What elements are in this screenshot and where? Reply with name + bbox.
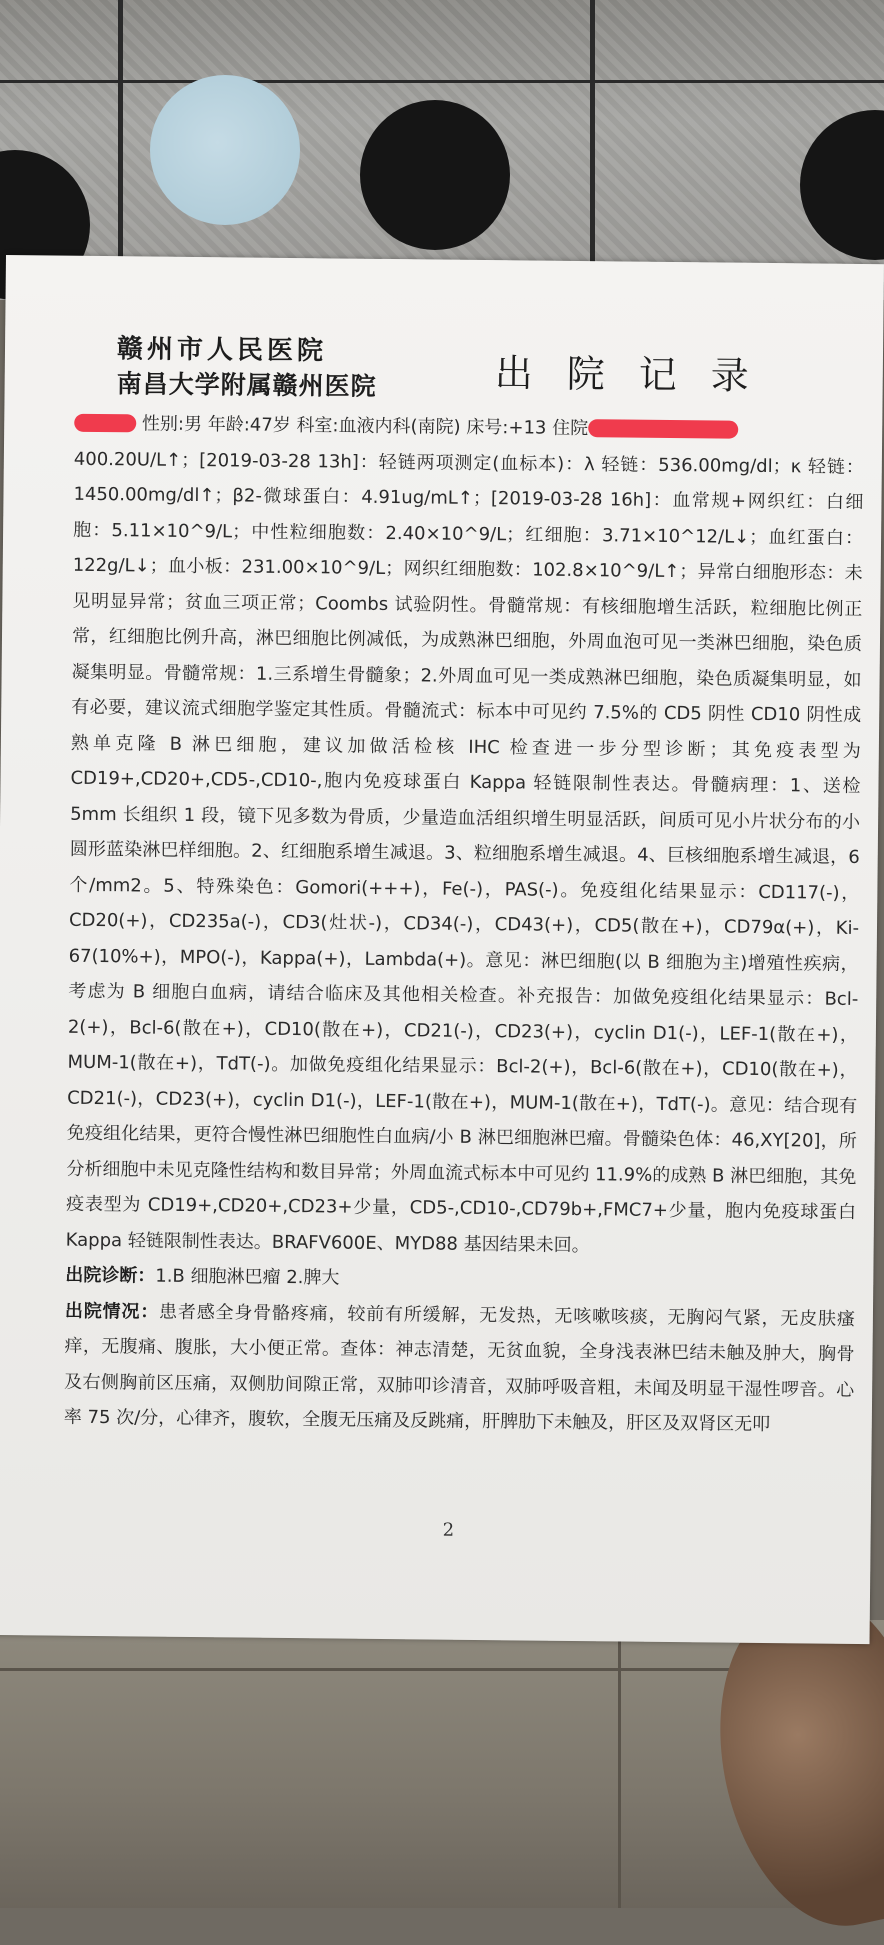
tile-line — [0, 80, 884, 83]
tile-line — [590, 0, 595, 270]
record-body — [64, 406, 865, 1444]
bed-label: 床号: — [466, 416, 509, 439]
hospital-affiliation: 南昌大学附属赣州医院 — [116, 369, 377, 401]
sex-label: 性别: — [141, 413, 185, 435]
hospital-name: 赣州市人民医院 — [116, 334, 328, 367]
page-number: 2 — [442, 1519, 455, 1541]
discharge-condition — [64, 1293, 855, 1443]
blue-circle — [150, 75, 300, 225]
bed-value: +13 — [508, 417, 547, 439]
age-value: 47岁 — [249, 414, 291, 436]
discharge-label: 出院情况： — [64, 1300, 160, 1323]
dept-label: 科室: — [296, 415, 339, 437]
age-label: 年龄: — [207, 414, 250, 436]
record-title: 出院记录 — [494, 351, 784, 399]
discharge-record-page — [0, 255, 884, 1644]
dept-value: 血液内科(南院) — [338, 415, 461, 438]
lab-results-paragraph: 400.20U/L↑；[2019-03-28 13h]：轻链两项测定(血标本)：λ 轻链：536.00mg/dl；κ 轻链：1450.00mg/dl↑；β2-微球蛋白：4.91ug/mL↑；[2019-03-28 16h]：血常规+网织红：白细胞：5.11×10^9/L；中性粒细胞数：2.40×10^9/L；红细胞：3.71×10^12/L↓；血红蛋白：122g/L↓；血小板：231.00×10^9/L；网织红细胞数：102.8×10^9/L↑；异常白细胞形态：未见明显异常；贫血三项正常；Coombs 试验阴性。骨髓常规：有核细胞增生活跃，粒细胞比例正常，红细胞比例升高，淋巴细胞比例减低，为成熟淋巴细胞，外周血泡可见一类淋巴细胞，染色质凝集明显。骨髓常规：1.三系增生骨髓象；2.外周血可见一类成熟淋巴细胞，染色质凝集明显，如有必要，建议流式细胞学鉴定其性质。骨髓流式：标本中可见约 7.5%的 CD5 阴性 CD10 阴性成熟单克隆 B 淋巴细胞，建议加做活检核 IHC 检查进一步分型诊断；其免疫表型为 CD19+,CD20+,CD5-,CD10-,胞内免疫球蛋白 Kappa 轻链限制性表达。骨髓病理：1、送检 5mm 长组织 1 段，镜下见多数为骨质，少量造血活组织增生明显活跃，间质可见小片状分布的小圆形蓝染淋巴样细胞。2、红细胞系增生减退。3、粒细胞系增生减退。4、巨核细胞系增生减退，6 个/mm2。5、特殊染色：Gomori(+++)，Fe(-)，PAS(-)。免疫组化结果显示：CD117(-)，CD20(+)，CD235a(-)，CD3(灶状-)，CD34(-)，CD43(+)，CD5(散在+)，CD79α(+)，Ki-67(10%+)，MPO(-)，Kappa(+)，Lambda(+)。意见：淋巴细胞(以 B 细胞为主)增殖性疾病，考虑为 B 细胞白血病，请结合临床及其他相关检查。补充报告：加做免疫组化结果显示：Bcl-2(+)，Bcl-6(散在+)，CD10(散在+)，CD21(-)，CD23(+)，cyclin D1(-)，LEF-1(散在+)，MUM-1(散在+)，TdT(-)。加做免疫组化结果显示：Bcl-2(+)，Bcl-6(散在+)，CD10(散在+)，CD21(-)，CD23(+)，cyclin D1(-)，LEF-1(散在+)，MUM-1(散在+)，TdT(-)。意见：结合现有免疫组化结果，更符合慢性淋巴细胞性白血病/小 B 淋巴细胞淋巴瘤。骨髓染色体：46,XY[20]，所分析细胞中未见克隆性结构和数目异常；外周血流式标本中可见约 11.9%的成熟 B 淋巴细胞，其免疫表型为 CD19+,CD20+,CD23+少量，CD5-,CD10-,CD79b+,FMC7+少量，胞内免疫球蛋白 Kappa 轻链限制性表达。BRAFV600E、MYD88 基因结果未回。 — [65, 448, 864, 1256]
admission-label: 住院 — [552, 417, 589, 440]
redacted-name — [74, 414, 136, 433]
black-circle — [360, 100, 510, 250]
tile-line — [618, 1630, 621, 1908]
discharge-text: 患者感全身骨骼疼痛，较前有所缓解，无发热，无咳嗽咳痰，无胸闷气紧，无皮肤瘙痒，无腹痛、腹胀，大小便正常。查体：神志清楚，无贫血貌，全身浅表淋巴结未触及肿大，胸骨及右侧胸前区压痛，双侧肋间隙正常，双肺叩诊清音，双肺呼吸音粗，未闻及明显干湿性啰音。心率 75 次/分，心律齐，腹软，全腹无压痛及反跳痛，肝脾肋下未触及，肝区及双肾区无叩 — [63, 1301, 856, 1436]
tile-line — [118, 0, 123, 270]
redacted-admission-no — [588, 419, 738, 439]
diagnosis-label: 出院诊断： — [65, 1264, 156, 1287]
diagnosis-text: 1.B 细胞淋巴瘤 2.脾大 — [155, 1265, 340, 1289]
sex-value: 男 — [183, 413, 203, 436]
